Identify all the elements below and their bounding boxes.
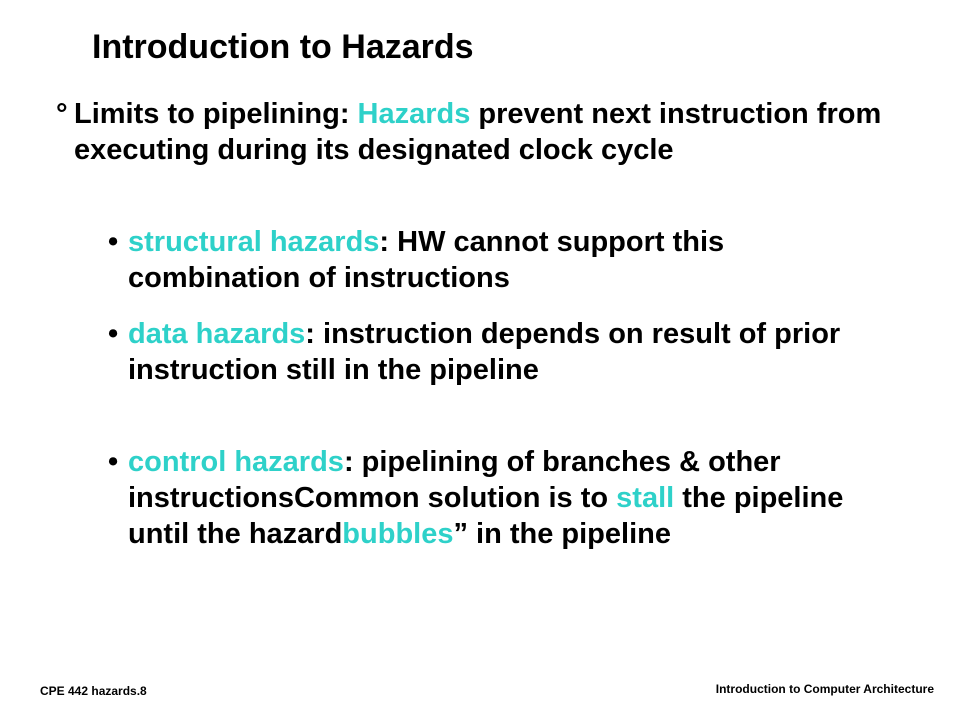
bullet-dot-icon: •	[108, 446, 119, 478]
hazards-term: Hazards	[357, 98, 471, 130]
bullet-dot-icon: •	[108, 318, 119, 350]
footer-slide-id: CPE 442 hazards.8	[40, 684, 147, 698]
sub-bullet-text	[128, 224, 898, 296]
data-hazards-desc: : instruction depends on result of prior instruction still in the pipeline	[128, 318, 841, 386]
degree-bullet-icon: °	[56, 98, 68, 130]
structural-hazards-desc: : HW cannot support this combination of instructions	[128, 226, 725, 294]
bubbles-desc: ” in the pipeline	[453, 518, 671, 550]
control-hazards-term: control hazards	[128, 446, 344, 478]
main-bullet-lead: Limits to pipelining:	[74, 98, 358, 130]
slide-title: Introduction to Hazards	[92, 28, 474, 66]
sub-bullet-text	[128, 444, 898, 552]
sub-bullet-data	[108, 316, 898, 388]
sub-bullet-control	[108, 444, 898, 552]
sub-bullet-text	[128, 316, 898, 388]
control-hazards-desc: : pipelining of branches & other instructionsCommon solution is to	[128, 446, 781, 514]
structural-hazards-term: structural hazards	[128, 226, 380, 258]
main-bullet	[56, 96, 916, 168]
main-bullet-text	[74, 96, 916, 168]
stall-term: stall	[616, 482, 675, 514]
sub-bullet-structural	[108, 224, 898, 296]
data-hazards-term: data hazards	[128, 318, 306, 350]
bubbles-term: bubbles	[342, 518, 454, 550]
main-bullet-rest: prevent next instruction from executing during its designated clock cycle	[74, 98, 882, 166]
stall-desc: the pipeline until the hazard	[128, 482, 844, 550]
footer-course-title: Introduction to Computer Architecture	[715, 682, 934, 696]
bullet-dot-icon: •	[108, 226, 119, 258]
